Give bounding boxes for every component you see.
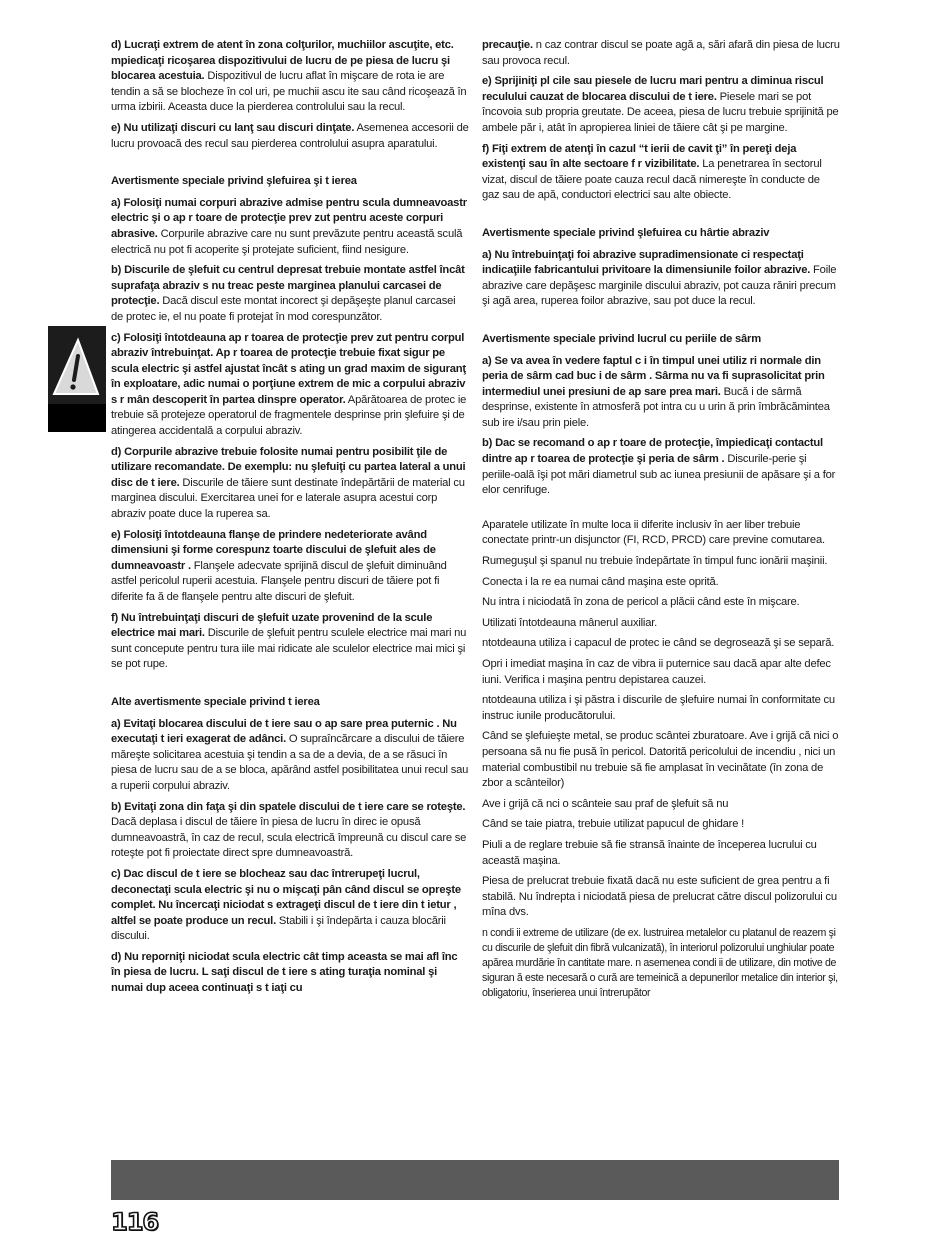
note-paragraph: Ave i grijă că nci o scânteie sau praf de şlefuit să nu (482, 797, 729, 810)
note-paragraph: Utilizati întotdeauna mânerul auxiliar. (482, 616, 658, 629)
note-paragraph: Rumeguşul şi spanul nu trebuie îndepărtate în timpul func ionării maşinii. (482, 555, 828, 568)
spacer (482, 504, 840, 518)
paragraph: b) Discurile de şlefuit cu centrul depresat trebuie montate astfel încât suprafaţa abraziv s nu treac peste marginea planului carcasei de protecţie. Dacă discul este montat incorect şi depăşeşte planul carcasei de protec ie, el nu poate fi protejat în mod corespunzător. (111, 264, 465, 323)
section-heading: Alte avertismente speciale privind t ierea (111, 695, 320, 708)
note-paragraph: ntotdeauna utiliza i capacul de protec ie când se degrosează şi se separă. (482, 637, 835, 650)
section-heading: Avertismente speciale privind lucrul cu periile de sârm (482, 332, 761, 345)
paragraph: e) Sprijiniţi pl cile sau piesele de lucru mari pentru a diminua riscul reculului cauzat de blocarea discului de t iere. Piesele mari se pot încovoia sub propria greutate. De aceea, piesa de lucru trebuie sprijinită pe ambele păr i, atât în apropierea liniei de tăiere cât şi pe margine. (482, 75, 839, 134)
paragraph: d) Corpurile abrazive trebuie folosite numai pentru posibilit ţile de utilizare recomandate. De exemplu: nu şlefuiţi cu partea lateral a unui disc de t iere. Discurile de tăiere sunt destinate îndepărtării de material cu marginea discului. Exercitarea unei for e laterale asupra acestui corp abraziv poate duce la ruperea sa. (111, 445, 466, 521)
section-heading: Avertismente speciale privind şlefuirea cu hârtie abraziv (482, 226, 770, 239)
section-heading: Avertismente speciale privind şlefuirea şi t ierea (111, 175, 357, 188)
paragraph: e) Nu utilizaţi discuri cu lanţ sau discuri dinţate. Asemenea accesorii de lucru provoacă des recul sau pierderea controlului asupra aparatului. (111, 121, 469, 150)
warning-tab-bar (48, 404, 106, 432)
paragraph: b) Dac se recomand o ap r toare de protecţie, împiedicaţi contactul dintre ap r toarea de protecţie şi peria de sârm . Discurile-perie şi periile-oală îşi pot mări diametrul sub ac iunea presiunii de apăsare şi a for elor cenrifuge. (482, 437, 836, 497)
note-paragraph: Nu intra i niciodată în zona de pericol a plăcii când este în mişcare. (482, 596, 800, 609)
paragraph: e) Folosiţi întotdeauna flanşe de prindere nedeteriorate având dimensiuni şi forme corespunz toarte discului de şlefuit ales de dumneavoastr . Flanşele adecvate sprijină discul de şlefuit diminuând astfel pericolul ruperii acestuia. Flanşele pentru discuri de tăiere pot fi diferite fa ă de flanşele pentru alte discuri de şlefuit. (111, 528, 447, 603)
note-paragraph: Opri i imediat maşina în caz de vibra ii puternice sau dacă apar alte defec iuni. Verifica i maşina pentru depistarea cauzei. (482, 658, 831, 686)
paragraph: f) Fiţi extrem de atenţi în cazul “t ierii de cavit ţi” în pereţi deja existenţi sau în alte sectoare f r vizibilitate. La penetrarea în sectorul vizat, discul de tăiere poate cauza recul dacă nimereşte în conducte de gaz sau de apă, conductori electrici sau alte obiecte. (482, 142, 822, 202)
paragraph: d) Lucraţi extrem de atent în zona colţurilor, muchiilor ascuţite, etc. mpiedicaţi ricoşarea dispozitivului de lucru de pe piesa de lucru şi blocarea acestuia. Dispozitivul de lucru aflat în mişcare de rota ie are tendin a să se blocheze în col uri, pe muchii ascu ite sau când ricoşează în urma izbirii. Aceasta duce la pierderea controlului sau la recul. (111, 39, 467, 114)
paragraph: a) Se va avea în vedere faptul c i în timpul unei utiliz ri normale din peria de sârm cad buc i de sârm . Sârma nu va fi suprasolicitat prin intermediul unei presiuni de ap sare prea mari. Bucă i de sârmă desprinse, existente în atmosferă pot intra cu u urin ă prin îmbrăcămintea sub ire i/sau prin piele. (482, 354, 830, 429)
paragraph: c) Folosiţi întotdeauna ap r toarea de protecţie prev zut pentru corpul abraziv întrebuinţat. Ap r toarea de protecţie trebuie fixat sigur pe scula electric şi astfel ajustat încât s ating un grad maxim de siguranţ în exploatare, adic numai o porţiune extrem de mic a corpului abraziv s r mân descoperit în partea dinspre operator. Apărătoarea de protec ie trebuie să protejeze operatorul de fragmentele desprinse prin şlefuire şi de atingerea accidentală a corpului abraziv. (111, 331, 467, 438)
note-paragraph: n condi ii extreme de utilizare (de ex. lustruirea metalelor cu platanul de reazem şi cu discurile de şlefuit din fibră vulcanizată), în interiorul polizorului unghiular poate apărea murdărie în cantitate mare. n asemenea condi ii de utilizare, din motive de siguran ă este necesară o cură are temeinică a depunerilor metalice din interior şi, obligatoriu, înserierea unui întrerupător (482, 926, 838, 999)
paragraph: a) Evitaţi blocarea discului de t iere sau o ap sare prea puternic . Nu executaţi t ieri exagerat de adânci. O supraîncărcare a discului de tăiere măreşte solicitarea acestuia şi tendin a sa de a devia, de a se răsuci în piesa de lucru sau de a se bloca, apărând astfel posibilitatea unui recul sau a ruperii corpului abraziv. (111, 717, 469, 792)
paragraph: precauţie. n caz contrar discul se poate agă a, sări afară din piesa de lucru sau provoca recul. (482, 39, 840, 67)
note-paragraph: ntotdeauna utiliza i şi păstra i discurile de şlefuire numai în conformitate cu instruc iunile producătorului. (482, 694, 835, 722)
warning-side-tab (48, 326, 106, 432)
left-column (111, 38, 469, 1002)
note-paragraph: Când se taie piatra, trebuie utilizat papucul de ghidare ! (482, 818, 745, 831)
page-number: 116 (111, 1208, 159, 1236)
paragraph: c) Dac discul de t iere se blocheaz sau dac întrerupeţi lucrul, deconectaţi scula electric şi nu o mişcaţi pân când discul se opreşte complet. Nu încercaţi niciodat s extrageţi discul de t iere din t ietur , altfel se poate produce un recul. Stabili i şi îndepărta i cauza blocării discului. (111, 867, 461, 943)
warning-triangle-icon (50, 336, 102, 398)
note-paragraph: Aparatele utilizate în multe loca ii diferite inclusiv în aer liber trebuie conectate printr-un disjunctor (FI, RCD, PRCD) care previne comutarea. (482, 518, 825, 547)
paragraph: a) Folosiţi numai corpuri abrazive admise pentru scula dumneavoastr electric şi o ap r toare de protecţie prev zut pentru aceste corpuri abrasive. Corpurile abrazive care nu sunt prevăzute pentru această sculă electrică nu pot fi acoperite şi protejate suficient, fiind nesigure. (111, 196, 467, 256)
note-paragraph: Piesa de prelucrat trebuie fixată dacă nu este suficient de grea pentru a fi stabilă. Nu îndrepta i niciodată piesa de prelucrat către discul polizorului cu mîna dvs. (482, 875, 837, 919)
paragraph: d) Nu reporniţi niciodat scula electric cât timp aceasta se mai afl înc în piesa de lucru. L saţi discul de t iere s ating turaţia nominal şi numai dup aceea continuaţi s t iaţi cu (111, 950, 458, 995)
right-column (482, 38, 840, 1006)
note-paragraph: Conecta i la re ea numai când maşina este oprită. (482, 575, 719, 588)
paragraph: a) Nu întrebuinţaţi foi abrazive supradimensionate ci respectaţi indicaţiile fabricantului privitoare la dimensiunile foilor abrazive. Foile abrazive care depăşesc marginile discului abraziv, pot cauza răniri precum şi agă area, ruperea foilor abrazive, sau pot duce la recul. (482, 248, 837, 308)
note-paragraph: Piuli a de reglare trebuie să fie stransă înainte de începerea lucrului cu această maşina. (482, 838, 817, 867)
paragraph: f) Nu întrebuinţaţi discuri de şlefuit uzate provenind de la scule electrice mai mari. Discurile de şlefuit pentru sculele electrice mai mari nu sunt concepute pentru tura iile mai ridicate ale sculelor electrice mai mici şi se pot rupe. (111, 611, 467, 671)
note-paragraph: Când se şlefuieşte metal, se produc scântei zburatoare. Ave i grijă că nici o persoana să nu fie pusă în pericol. Datorită pericolului de incendiu , nici un material combustibil nu trebuie să fie amplasat în vecinătate (în zona de zbor a scânteilor) (482, 730, 839, 790)
paragraph: b) Evitaţi zona din faţa şi din spatele discului de t iere care se roteşte. Dacă deplasa i discul de tăiere în piesa de lucru în direc ie opusă dumneavoastră, în caz de recul, scula electrică împreună cu discul care se roteşte pot fi proiectate direct spre dumneavoastră. (111, 800, 467, 860)
footer-bar (111, 1160, 839, 1200)
